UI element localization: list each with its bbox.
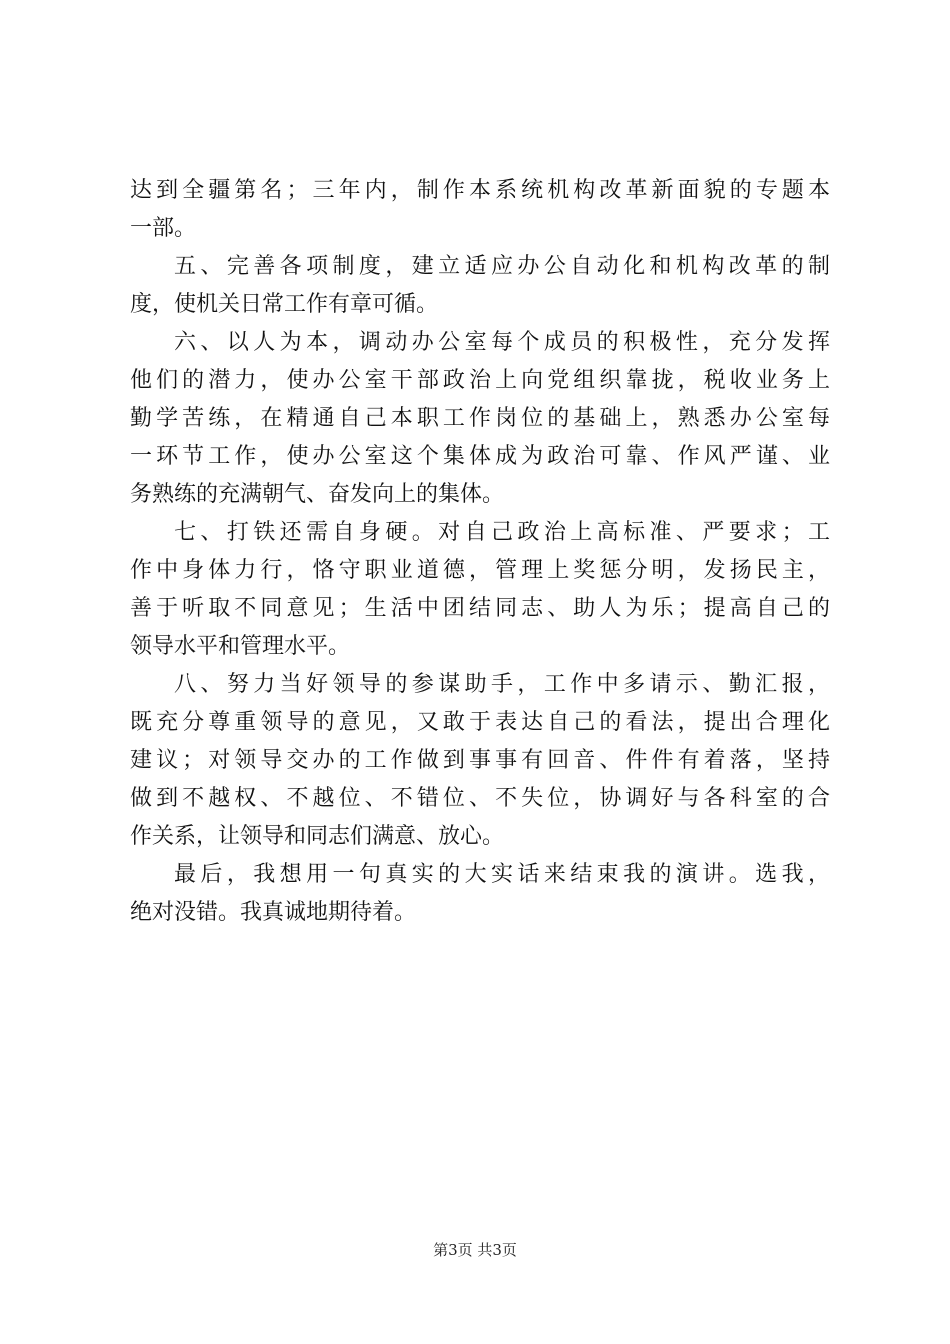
text-line: 最后，我想用一句真实的大实话来结束我的演讲。选我， bbox=[174, 862, 830, 887]
text-line: 领导水平和管理水平。 bbox=[130, 634, 351, 659]
text-line: 作关系，让领导和同志们满意、放心。 bbox=[130, 824, 505, 849]
text-line: 五、完善各项制度，建立适应办公自动化和机构改革的制 bbox=[174, 254, 830, 279]
text-line: 务熟练的充满朝气、奋发向上的集体。 bbox=[130, 482, 505, 507]
text-line: 勤学苦练，在精通自己本职工作岗位的基础上，熟悉办公室每 bbox=[130, 406, 830, 431]
text-line: 七、打铁还需自身硬。对自己政治上高标准、严要求；工 bbox=[174, 520, 830, 545]
text-line: 一环节工作，使办公室这个集体成为政治可靠、作风严谨、业 bbox=[130, 444, 830, 469]
text-line: 他们的潜力，使办公室干部政治上向党组织靠拢，税收业务上 bbox=[130, 368, 830, 393]
text-line: 度，使机关日常工作有章可循。 bbox=[130, 292, 439, 317]
text-line: 建议；对领导交办的工作做到事事有回音、件件有着落，坚持 bbox=[130, 748, 830, 773]
text-line: 绝对没错。我真诚地期待着。 bbox=[130, 900, 417, 925]
text-line: 作中身体力行，恪守职业道德，管理上奖惩分明，发扬民主， bbox=[130, 558, 830, 583]
text-line: 善于听取不同意见；生活中团结同志、助人为乐；提高自己的 bbox=[130, 596, 830, 621]
page-footer: 第3页 共3页 bbox=[433, 1241, 517, 1259]
text-line: 做到不越权、不越位、不错位、不失位，协调好与各科室的合 bbox=[130, 786, 830, 811]
text-line: 达到全疆第名；三年内，制作本系统机构改革新面貌的专题本 bbox=[130, 178, 830, 203]
text-line: 一部。 bbox=[130, 216, 197, 241]
document-body bbox=[130, 172, 830, 932]
text-line: 八、努力当好领导的参谋助手，工作中多请示、勤汇报， bbox=[174, 672, 830, 697]
text-line: 六、以人为本，调动办公室每个成员的积极性，充分发挥 bbox=[174, 330, 830, 355]
text-line: 既充分尊重领导的意见，又敢于表达自己的看法，提出合理化 bbox=[130, 710, 830, 735]
